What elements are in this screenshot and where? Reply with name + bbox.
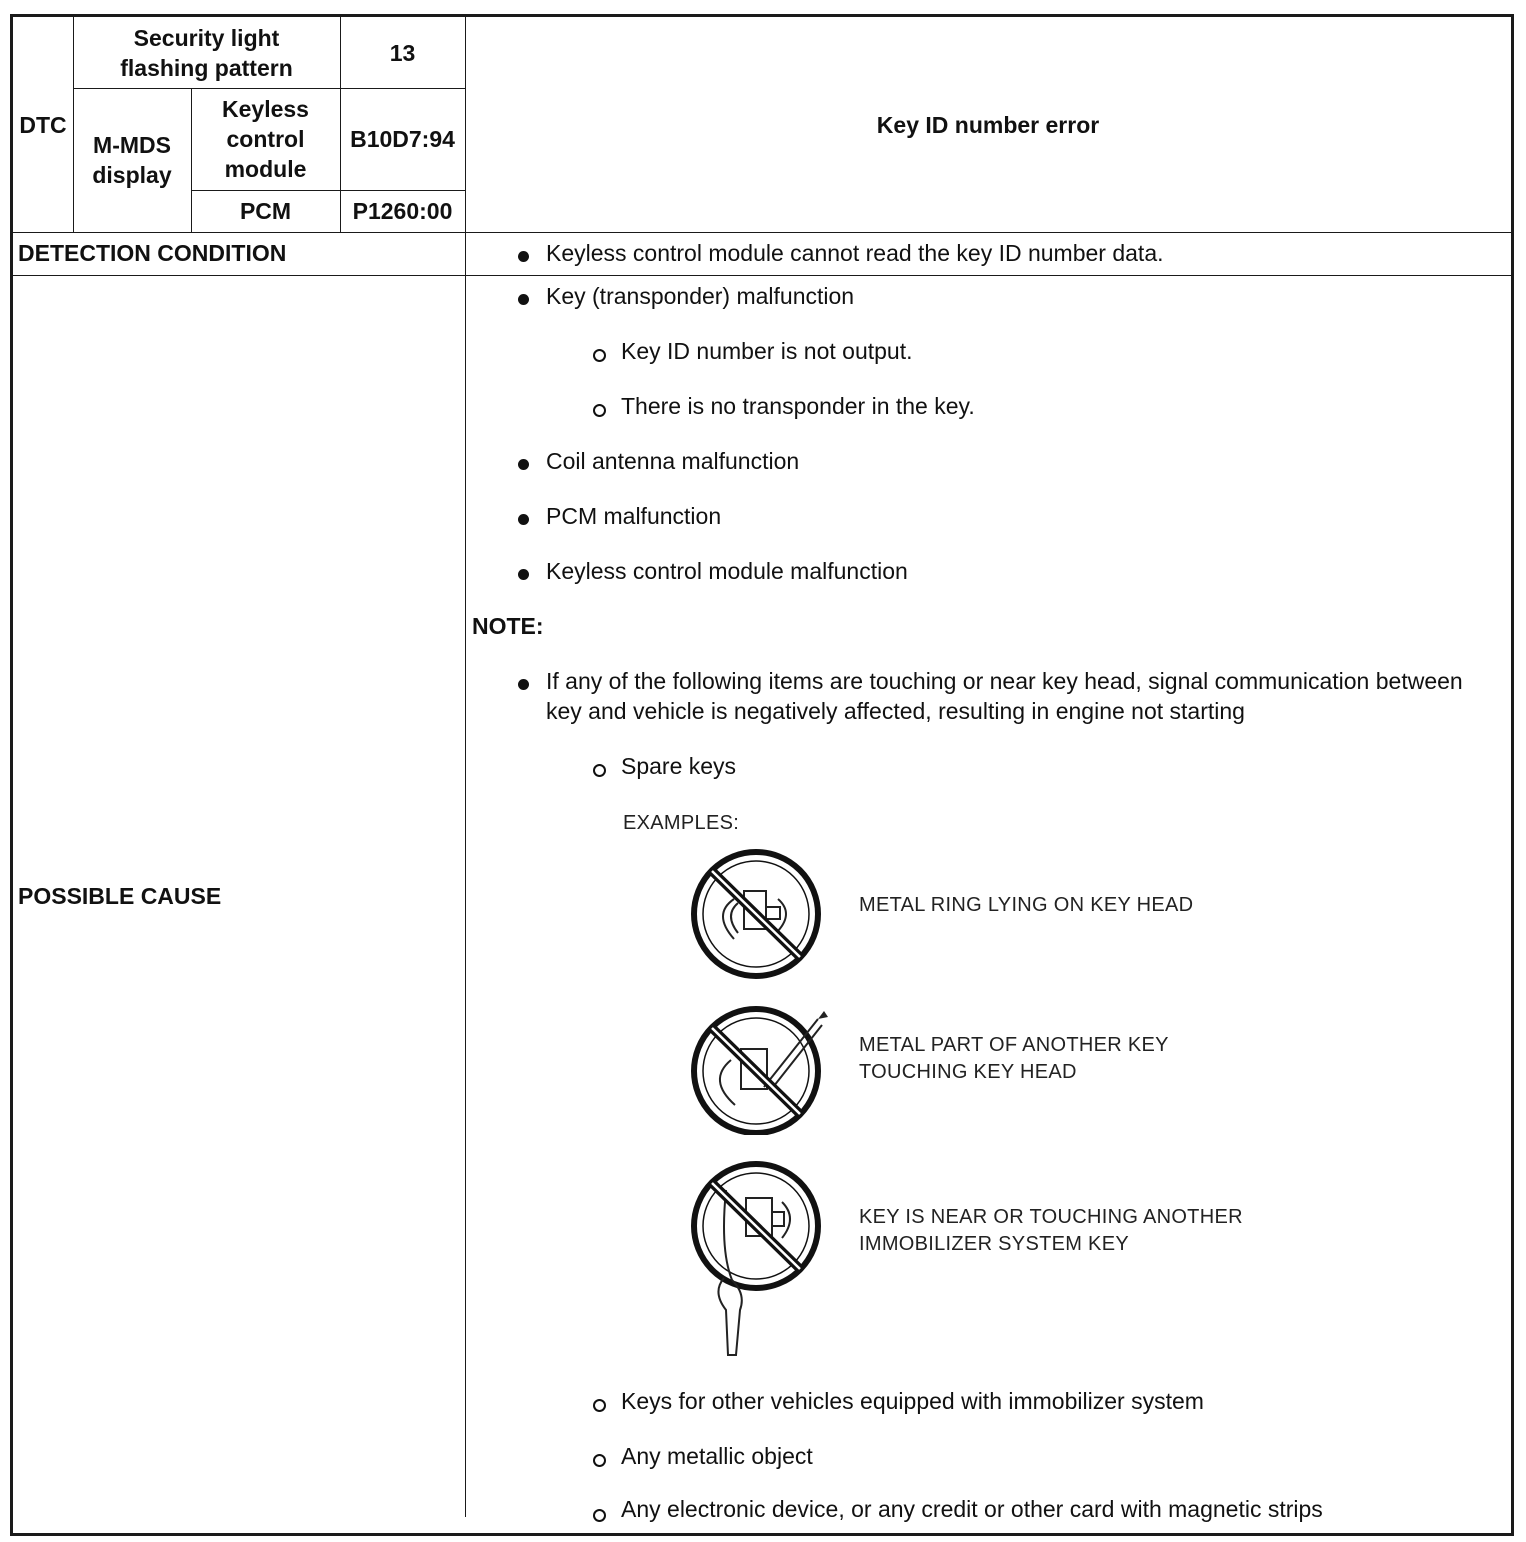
bullet-icon (518, 514, 529, 525)
other-item: Keys for other vehicles equipped with immobilizer system (621, 1388, 1204, 1414)
mmds-label: M-MDS display (92, 132, 172, 188)
no-metal-key-icon (686, 1005, 831, 1135)
circle-bullet-icon (593, 1454, 606, 1467)
dtc-label: DTC (19, 111, 67, 138)
detection-item: Keyless control module cannot read the key ID number data. (546, 240, 1164, 266)
cause-sub-item: Key ID number is not output. (621, 338, 913, 364)
pcm-value: P1260:00 (352, 198, 453, 224)
bullet-icon (518, 569, 529, 580)
circle-bullet-icon (593, 404, 606, 417)
spare-keys-item: Spare keys (621, 753, 737, 779)
bullet-icon (518, 294, 529, 305)
other-item: Any electronic device, or any credit or other card with magnetic strips (621, 1496, 1323, 1522)
circle-bullet-icon (593, 349, 606, 362)
security-light-value: 13 (389, 39, 416, 66)
example-caption: KEY IS NEAR OR TOUCHING ANOTHER IMMOBILIZER SYSTEM KEY (859, 1206, 1243, 1255)
security-light-label: Security light flashing pattern (120, 24, 293, 81)
other-item: Any metallic object (621, 1443, 813, 1469)
examples-label: EXAMPLES: (623, 812, 740, 834)
cause-item: PCM malfunction (546, 503, 722, 529)
dtc-title: Key ID number error (876, 111, 1100, 138)
possible-cause-label: POSSIBLE CAUSE (18, 882, 222, 909)
circle-bullet-icon (593, 764, 606, 777)
detection-condition-label: DETECTION CONDITION (18, 240, 287, 266)
cause-sub-item: There is no transponder in the key. (621, 393, 975, 419)
no-immobilizer-key-icon (686, 1160, 826, 1360)
note-text: If any of the following items are touching or near key head, signal communication between key and vehicle is negatively affected, resulting in engine not starting (546, 668, 1463, 724)
circle-bullet-icon (593, 1399, 606, 1412)
cause-item: Coil antenna malfunction (546, 448, 800, 474)
no-metal-ring-icon (686, 849, 826, 979)
note-label: NOTE: (472, 613, 544, 639)
cause-item: Keyless control module malfunction (546, 558, 908, 584)
dtc-table (10, 14, 1514, 1536)
example-caption: METAL RING LYING ON KEY HEAD (859, 894, 1194, 916)
cause-item: Key (transponder) malfunction (546, 283, 855, 309)
example-caption: METAL PART OF ANOTHER KEY TOUCHING KEY HEAD (859, 1034, 1169, 1083)
bullet-icon (518, 459, 529, 470)
bullet-icon (518, 251, 529, 262)
keyless-value: B10D7:94 (350, 126, 455, 152)
bullet-icon (518, 679, 529, 690)
keyless-label: Keyless control module (222, 96, 309, 182)
pcm-label: PCM (239, 198, 292, 224)
circle-bullet-icon (593, 1509, 606, 1522)
